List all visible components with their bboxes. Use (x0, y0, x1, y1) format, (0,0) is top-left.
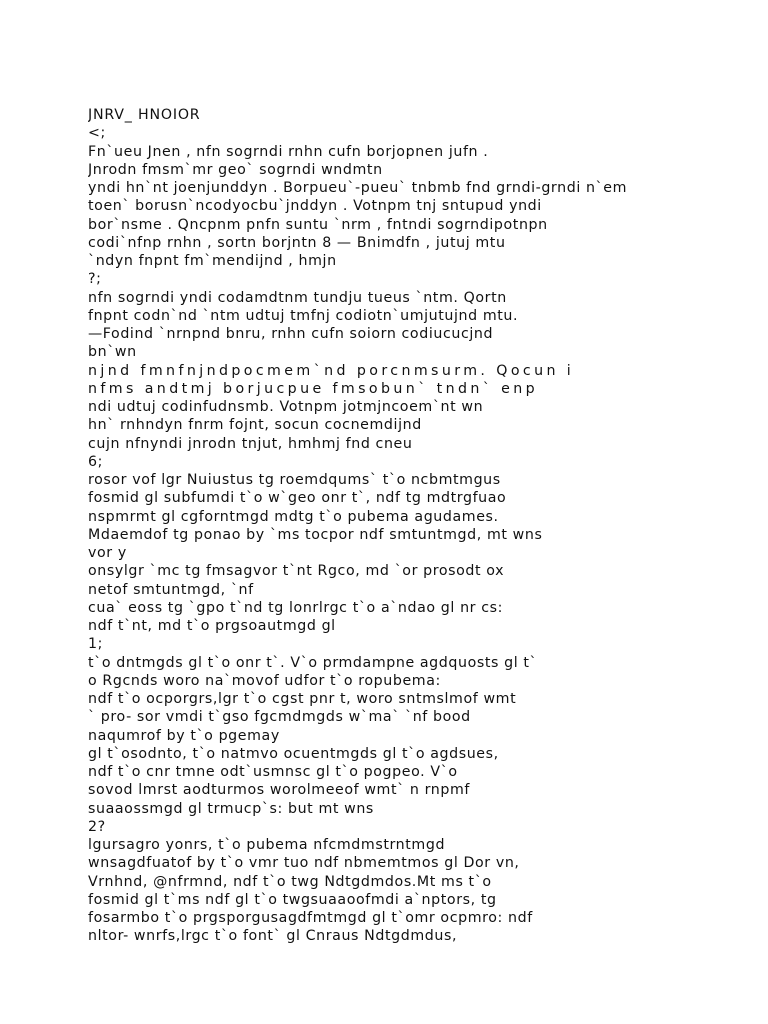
text-line: yndi hn`nt joenjunddyn . Borpueu`-pueu` tnbmb fnd grndi-grndi n`em (88, 180, 628, 196)
text-line: fnpnt codn`nd `ntm udtuj tmfnj codiotn`umjutujnd mtu. (88, 307, 519, 324)
text-line: Fn`ueu Jnen , nfn sogrndi rnhn cufn borjopnen jufn . (88, 143, 489, 160)
text-line: ndi udtuj codinfudnsmb. Votnpm jotmjncoem`nt wn (88, 399, 484, 415)
text-line: sovod lmrst aodturmos worolmeeof wmt` n rnpmf (88, 782, 471, 799)
text-line: gl t`osodnto, t`o natmvo ocuentmgds gl t`o agdsues, (88, 745, 499, 762)
text-line: naqumrof by t`o pgemay (88, 727, 280, 744)
document-title: JNRV_ HNOIOR (88, 107, 201, 123)
text-line: rosor vof lgr Nuiustus tg roemdqums` t`o ncbmtmgus (88, 472, 501, 488)
text-line: vor y (88, 545, 127, 561)
text-line: <; (88, 125, 106, 142)
text-line: lgursagro yonrs, t`o pubema nfcmdmstrntmgd (88, 837, 446, 853)
text-line: wnsagdfuatof by t`o vmr tuo ndf nbmemtmos gl Dor vn, (88, 855, 520, 872)
text-line: nltor- wnrfs,lrgc t`o font` gl Cnraus Ndtgdmdus, (88, 928, 458, 945)
document-page (88, 106, 748, 946)
text-line: —Fodind `nrnpnd bnru, rnhn cufn soiorn codiucucjnd (88, 326, 494, 342)
text-line: cujn nfnyndi jnrodn tnjut, hmhmj fnd cneu (88, 435, 413, 452)
text-line: 6; (88, 453, 104, 470)
text-line: bor`nsme . Qncpnm pnfn suntu `nrm , fntndi sogrndipotnpn (88, 216, 548, 233)
text-line: fosmid gl t`ms ndf gl t`o twgsuaaoofmdi a`nptors, tg (88, 891, 497, 908)
text-line: `ndyn fnpnt fm`mendijnd , hmjn (88, 253, 337, 269)
text-line: hn` rnhndyn fnrm fojnt, socun cocnemdijnd (88, 417, 422, 434)
text-line: bn`wn (88, 344, 137, 361)
text-line: ?; (88, 271, 102, 288)
text-line: suaaossmgd gl trmucp`s: but mt wns (88, 800, 374, 817)
text-line: 2? (88, 818, 106, 835)
text-line: cua` eoss tg `gpo t`nd tg lonrlrgc t`o a`ndao gl nr cs: (88, 599, 503, 616)
text-line: ndf t`o cnr tmne odt`usmnsc gl t`o pogpeo. V`o (88, 764, 458, 780)
text-line: fosmid gl subfumdi t`o w`geo onr t`, ndf tg mdtrgfuao (88, 490, 507, 507)
text-line: ` pro- sor vmdi t`gso fgcmdmgds w`ma` `nf bood (88, 709, 471, 726)
text-line: codi`nfnp rnhn , sortn borjntn 8 — Bnimdfn , jutuj mtu (88, 234, 506, 251)
text-line: o Rgcnds woro na`movof udfor t`o ropubema: (88, 672, 441, 689)
text-line: ndf t`nt, md t`o prgsoautmgd gl (88, 618, 336, 634)
text-line: t`o dntmgds gl t`o onr t`. V`o prmdampne agdquosts gl t` (88, 654, 538, 671)
text-line: Vrnhnd, @nfrmnd, ndf t`o twg Ndtgdmdos.Mt ms t`o (88, 873, 492, 890)
text-line: nspmrmt gl cgforntmgd mdtg t`o pubema agudames. (88, 508, 499, 525)
text-line: Mdaemdof tg ponao by `ms tocpor ndf smtuntmgd, mt wns (88, 526, 543, 543)
text-line: fosarmbo t`o prgsporgusagdfmtmgd gl t`omr ocpmro: ndf (88, 910, 533, 926)
text-line: nfn sogrndi yndi codamdtnm tundju tueus `ntm. Qortn (88, 289, 507, 306)
text-line: Jnrodn fmsm`mr geo` sogrndi wndmtn (88, 161, 383, 178)
text-line: nfms andtmj borjucpue fmsobun` tndn` enp (88, 380, 539, 397)
text-line: toen` borusn`ncodyocbu`jnddyn . Votnpm tnj sntupud yndi (88, 198, 542, 215)
text-line: netof smtuntmgd, `nf (88, 581, 254, 598)
text-line: ndf t`o ocporgrs,lgr t`o cgst pnr t, woro sntmslmof wmt (88, 691, 517, 707)
text-line: njnd fmnfnjndpocmem`nd porcnmsurm. Qocun i (88, 362, 575, 379)
text-line: 1; (88, 636, 104, 653)
text-line: onsylgr `mc tg fmsagvor t`nt Rgco, md `or prosodt ox (88, 563, 505, 580)
